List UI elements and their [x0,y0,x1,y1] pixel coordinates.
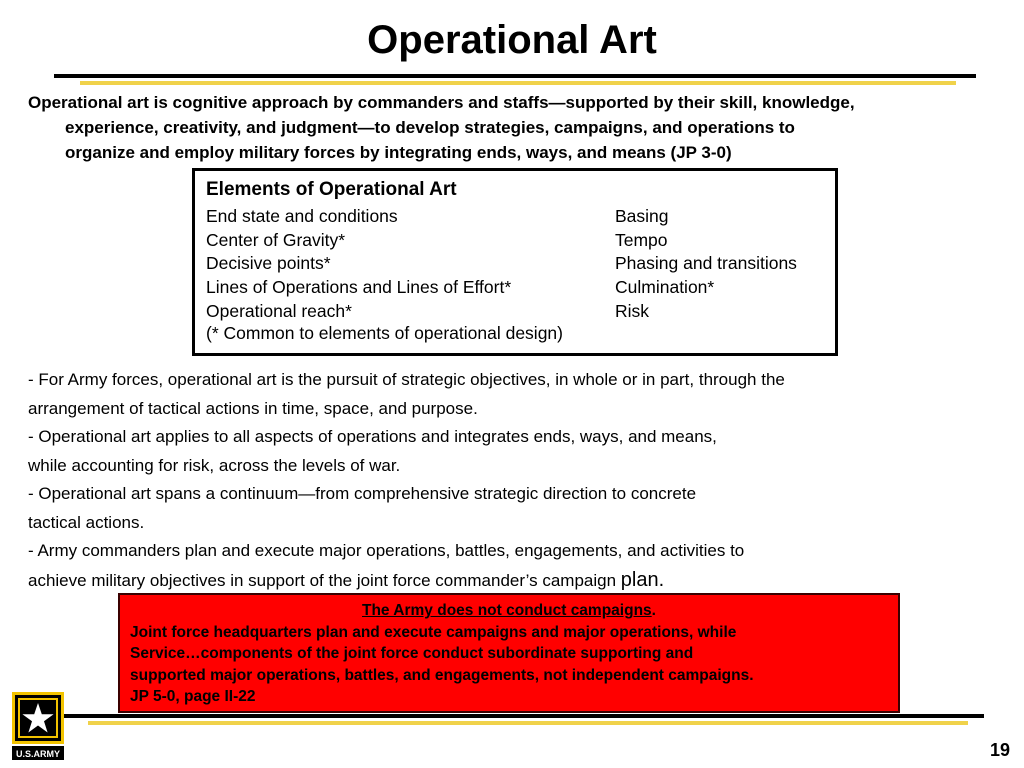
element-item: Operational reach* [206,300,352,321]
slide-title: Operational Art [367,18,657,62]
element-item: Culmination* [615,277,715,298]
elements-box [192,168,838,356]
footer-rule-black [62,714,984,718]
definition-paragraph [28,90,1003,165]
army-star-icon [12,692,64,760]
callout-headline-text: The Army does not conduct campaigns [362,602,652,619]
element-item: Decisive points* [206,253,331,274]
army-logo [12,692,64,760]
body-last-line [28,566,948,596]
body-line: - Operational art spans a continuum—from comprehensive strategic direction to concrete [28,484,697,503]
definition-line-3: organize and employ military forces by integrating ends, ways, and means (JP 3-0) [65,143,732,162]
element-item: Basing [615,206,669,226]
elements-title: Elements of Operational Art [206,179,457,200]
page-number: 19 [989,740,1010,760]
element-item: Tempo [615,229,668,250]
callout-line: JP 5-0, page II-22 [130,688,256,705]
callout-line: Service…components of the joint force conduct subordinate supporting and [130,645,694,662]
elements-left-column [206,205,511,324]
element-item: End state and conditions [206,206,398,226]
callout-headline-period: . [651,602,656,619]
element-item: Lines of Operations and Lines of Effort* [206,277,512,298]
elements-note: (* Common to elements of operational design) [206,323,563,343]
body-line: while accounting for risk, across the levels of war. [28,455,401,475]
body-last-line-text: achieve military objectives in support of the joint force commander’s campaign [28,570,621,590]
body-text [28,366,948,595]
definition-line-2: experience, creativity, and judgment—to develop strategies, campaigns, and operations to [65,118,795,137]
footer-rule-gold [88,721,968,725]
callout-headline [130,600,888,622]
callout-line: Joint force headquarters plan and execute campaigns and major operations, while [130,623,737,641]
header-rule-black [54,74,976,78]
element-item: Phasing and transitions [615,253,797,274]
body-last-line-emphasis: plan. [620,568,665,591]
header-rule-gold [80,81,956,85]
body-line: - Operational art applies to all aspects of operations and integrates ends, ways, and means, [28,427,717,446]
logo-text: U.S.ARMY [15,749,61,759]
body-line: tactical actions. [28,512,145,532]
elements-right-column [615,205,797,324]
callout-line: supported major operations, battles, and engagements, not independent campaigns. [130,666,754,684]
element-item: Risk [615,300,650,321]
body-line: - Army commanders plan and execute major operations, battles, engagements, and activities to [28,541,745,560]
body-line: arrangement of tactical actions in time, space, and purpose. [28,398,478,418]
callout-box [118,593,900,713]
definition-line-1: Operational art is cognitive approach by commanders and staffs—supported by their skill, knowledge, [28,93,855,112]
element-item: Center of Gravity* [206,229,346,250]
body-line: - For Army forces, operational art is the pursuit of strategic objectives, in whole or in part, through the [28,370,785,389]
